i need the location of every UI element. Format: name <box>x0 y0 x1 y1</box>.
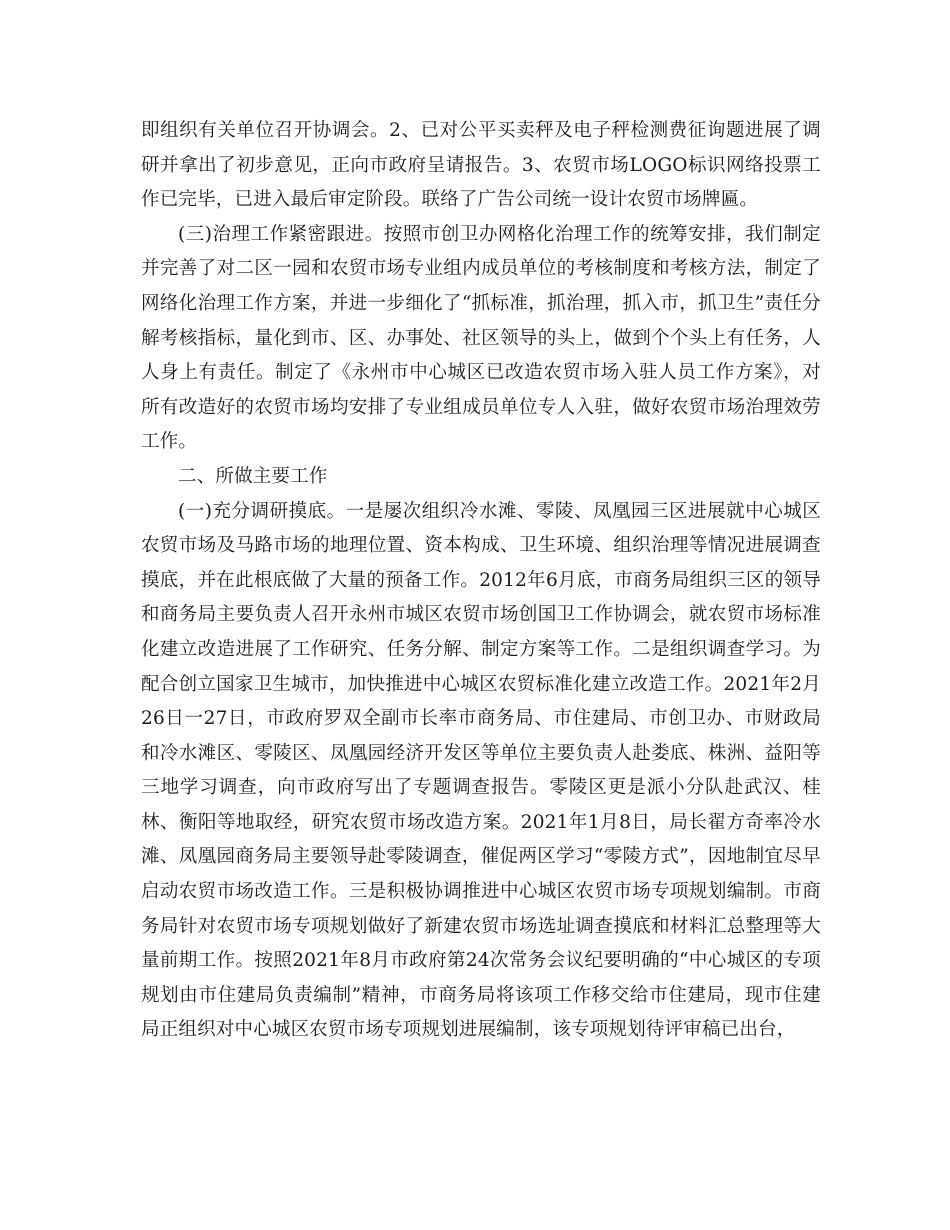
document-body <box>141 114 821 1048</box>
paragraph-1: 即组织有关单位召开协调会。2、已对公平买卖秤及电子秤检测费征询题进展了调研并拿出了初步意见，正向市政府呈请报告。3、农贸市场LOGO标识网络投票工作已完毕，已进入最后审定阶段。联络了广告公司统一设计农贸市场牌匾。 <box>141 120 821 211</box>
paragraph-3: (一)充分调研摸底。一是屡次组织冷水滩、零陵、凤凰园三区进展就中心城区农贸市场及马路市场的地理位置、资本构成、卫生环境、组织治理等情况进展调查摸底，并在此根底做了大量的预备工作。2012年6月底，市商务局组织三区的领导和商务局主要负责人召开永州市城区农贸市场创国卫工作协调会，就农贸市场标准化建立改造进展了工作研究、任务分解、制定方案等工作。二是组织调查学习。为配合创立国家卫生城市，加快推进中心城区农贸标准化建立改造工作。2021年2月26日一27日，市政府罗双全副市长率市商务局、市住建局、市创卫办、市财政局和冷水滩区、零陵区、凤凰园经济开发区等单位主要负责人赴娄底、株洲、益阳等三地学习调查，向市政府写出了专题调查报告。零陵区更是派小分队赴武汉、桂林、衡阳等地取经，研究农贸市场改造方案。2021年1月8日，局长翟方奇率冷水滩、凤凰园商务局主要领导赴零陵调查，催促两区学习“零陵方式”，因地制宜尽早启动农贸市场改造工作。三是积极协调推进中心城区农贸市场专项规划编制。市商务局针对农贸市场专项规划做好了新建农贸市场选址调查摸底和材料汇总整理等大量前期工作。按照2021年8月市政府第24次常务会议纪要明确的“中心城区的专项规划由市住建局负责编制”精神，市商务局将该项工作移交给市住建局，现市住建局正组织对中心城区农贸市场专项规划进展编制，该专项规划待评审稿已出台， <box>141 500 821 1041</box>
paragraph-2: (三)治理工作紧密跟进。按照市创卫办网格化治理工作的统筹安排，我们制定并完善了对二区一园和农贸市场专业组内成员单位的考核制度和考核方法，制定了网络化治理工作方案，并进一步细化了“抓标准，抓治理，抓入市，抓卫生”责任分解考核指标，量化到市、区、办事处、社区领导的头上，做到个个头上有任务，人人身上有责任。制定了《永州市中心城区已改造农贸市场入驻人员工作方案》，对所有改造好的农贸市场均安排了专业组成员单位专人入驻，做好农贸市场治理效劳工作。 <box>141 223 821 453</box>
section-heading: 二、所做主要工作 <box>178 465 328 487</box>
